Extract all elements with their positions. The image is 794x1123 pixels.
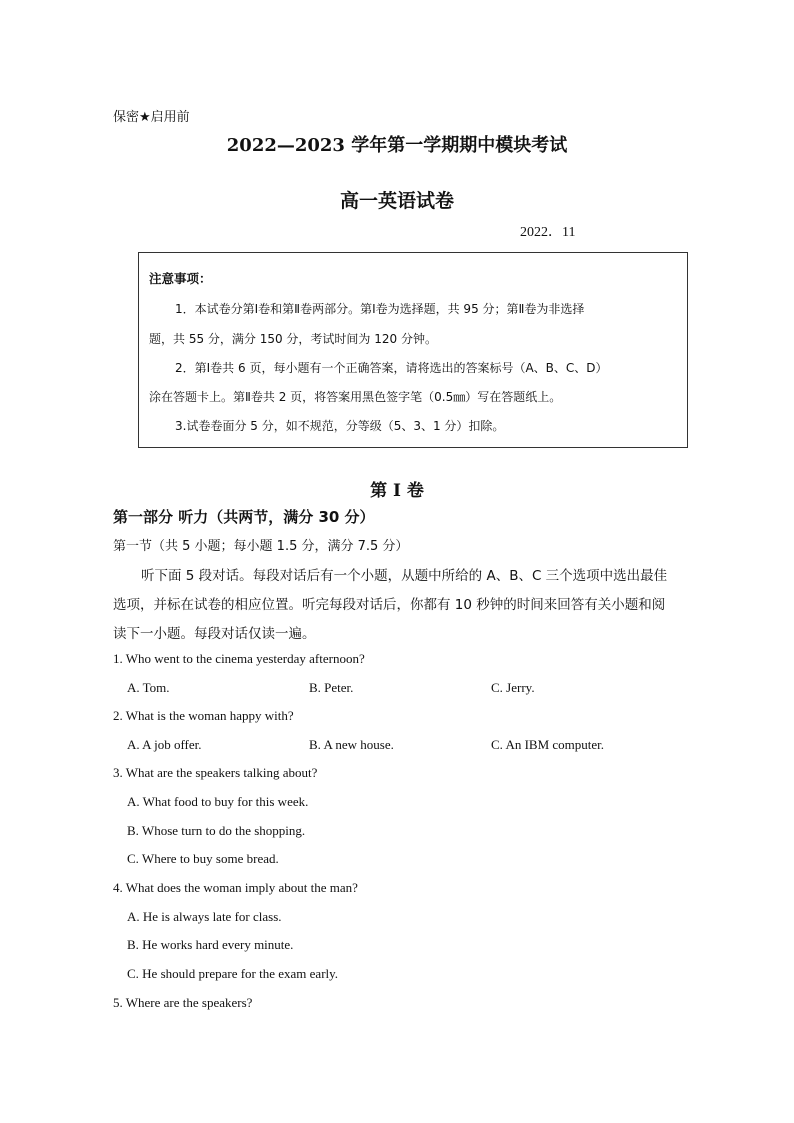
question-stem: 5. Where are the speakers?: [113, 995, 253, 1010]
notice-line: 题，共 55 分，满分 150 分，考试时间为 120 分钟。: [149, 332, 437, 346]
confidential-label: 保密★启用前: [113, 110, 190, 125]
instruction-line: 读下一小题。每段对话仅读一遍。: [113, 626, 316, 642]
instruction-line: 听下面 5 段对话。每段对话后有一个小题，从题中所给的 A、B、C 三个选项中选出最佳: [141, 568, 668, 584]
section-title: 第一节（共 5 小题；每小题 1.5 分，满分 7.5 分）: [113, 539, 409, 554]
exam-date: 2022．11: [520, 225, 576, 240]
option-b: B. Whose turn to do the shopping.: [127, 823, 306, 838]
notice-heading: 注意事项：: [149, 271, 212, 286]
notice-line: 涂在答题卡上。第Ⅱ卷共 2 页，将答案用黑色签字笔（0.5㎜）写在答题纸上。: [149, 390, 562, 404]
exam-subtitle: 高一英语试卷: [339, 190, 454, 212]
question-stem: 1. Who went to the cinema yesterday afternoon?: [113, 651, 365, 666]
option-a: A. He is always late for class.: [127, 909, 282, 924]
option-a: A. Tom.: [127, 680, 170, 695]
option-c: C. Where to buy some bread.: [127, 851, 279, 866]
option-a: A. What food to buy for this week.: [127, 794, 309, 809]
question-stem: 2. What is the woman happy with?: [113, 708, 294, 723]
instruction-line: 选项，并标在试卷的相应位置。听完每段对话后，你都有 10 秒钟的时间来回答有关小题和阅: [113, 597, 666, 613]
option-c: C. Jerry.: [491, 680, 535, 695]
question-stem: 4. What does the woman imply about the man?: [113, 880, 358, 895]
option-c: C. An IBM computer.: [491, 737, 605, 752]
option-c: C. He should prepare for the exam early.: [127, 966, 339, 981]
notice-line: 3.试卷卷面分 5 分，如不规范，分等级（5、3、1 分）扣除。: [175, 419, 505, 433]
option-b: B. He works hard every minute.: [127, 937, 294, 952]
notice-line: 1．本试卷分第Ⅰ卷和第Ⅱ卷两部分。第Ⅰ卷为选择题，共 95 分；第Ⅱ卷为非选择: [175, 302, 585, 316]
option-a: A. A job offer.: [127, 737, 202, 752]
notice-box: [138, 252, 688, 448]
notice-line: 2．第Ⅰ卷共 6 页，每小题有一个正确答案，请将选出的答案标号（A、B、C、D）: [175, 361, 608, 375]
part-title: 第一部分 听力（共两节，满分 30 分）: [113, 508, 375, 526]
option-b: B. Peter.: [309, 680, 354, 695]
question-stem: 3. What are the speakers talking about?: [113, 765, 318, 780]
exam-title: 2022—2023 学年第一学期期中模块考试: [226, 135, 568, 156]
option-b: B. A new house.: [309, 737, 394, 752]
volume-title: 第 I 卷: [370, 481, 424, 501]
